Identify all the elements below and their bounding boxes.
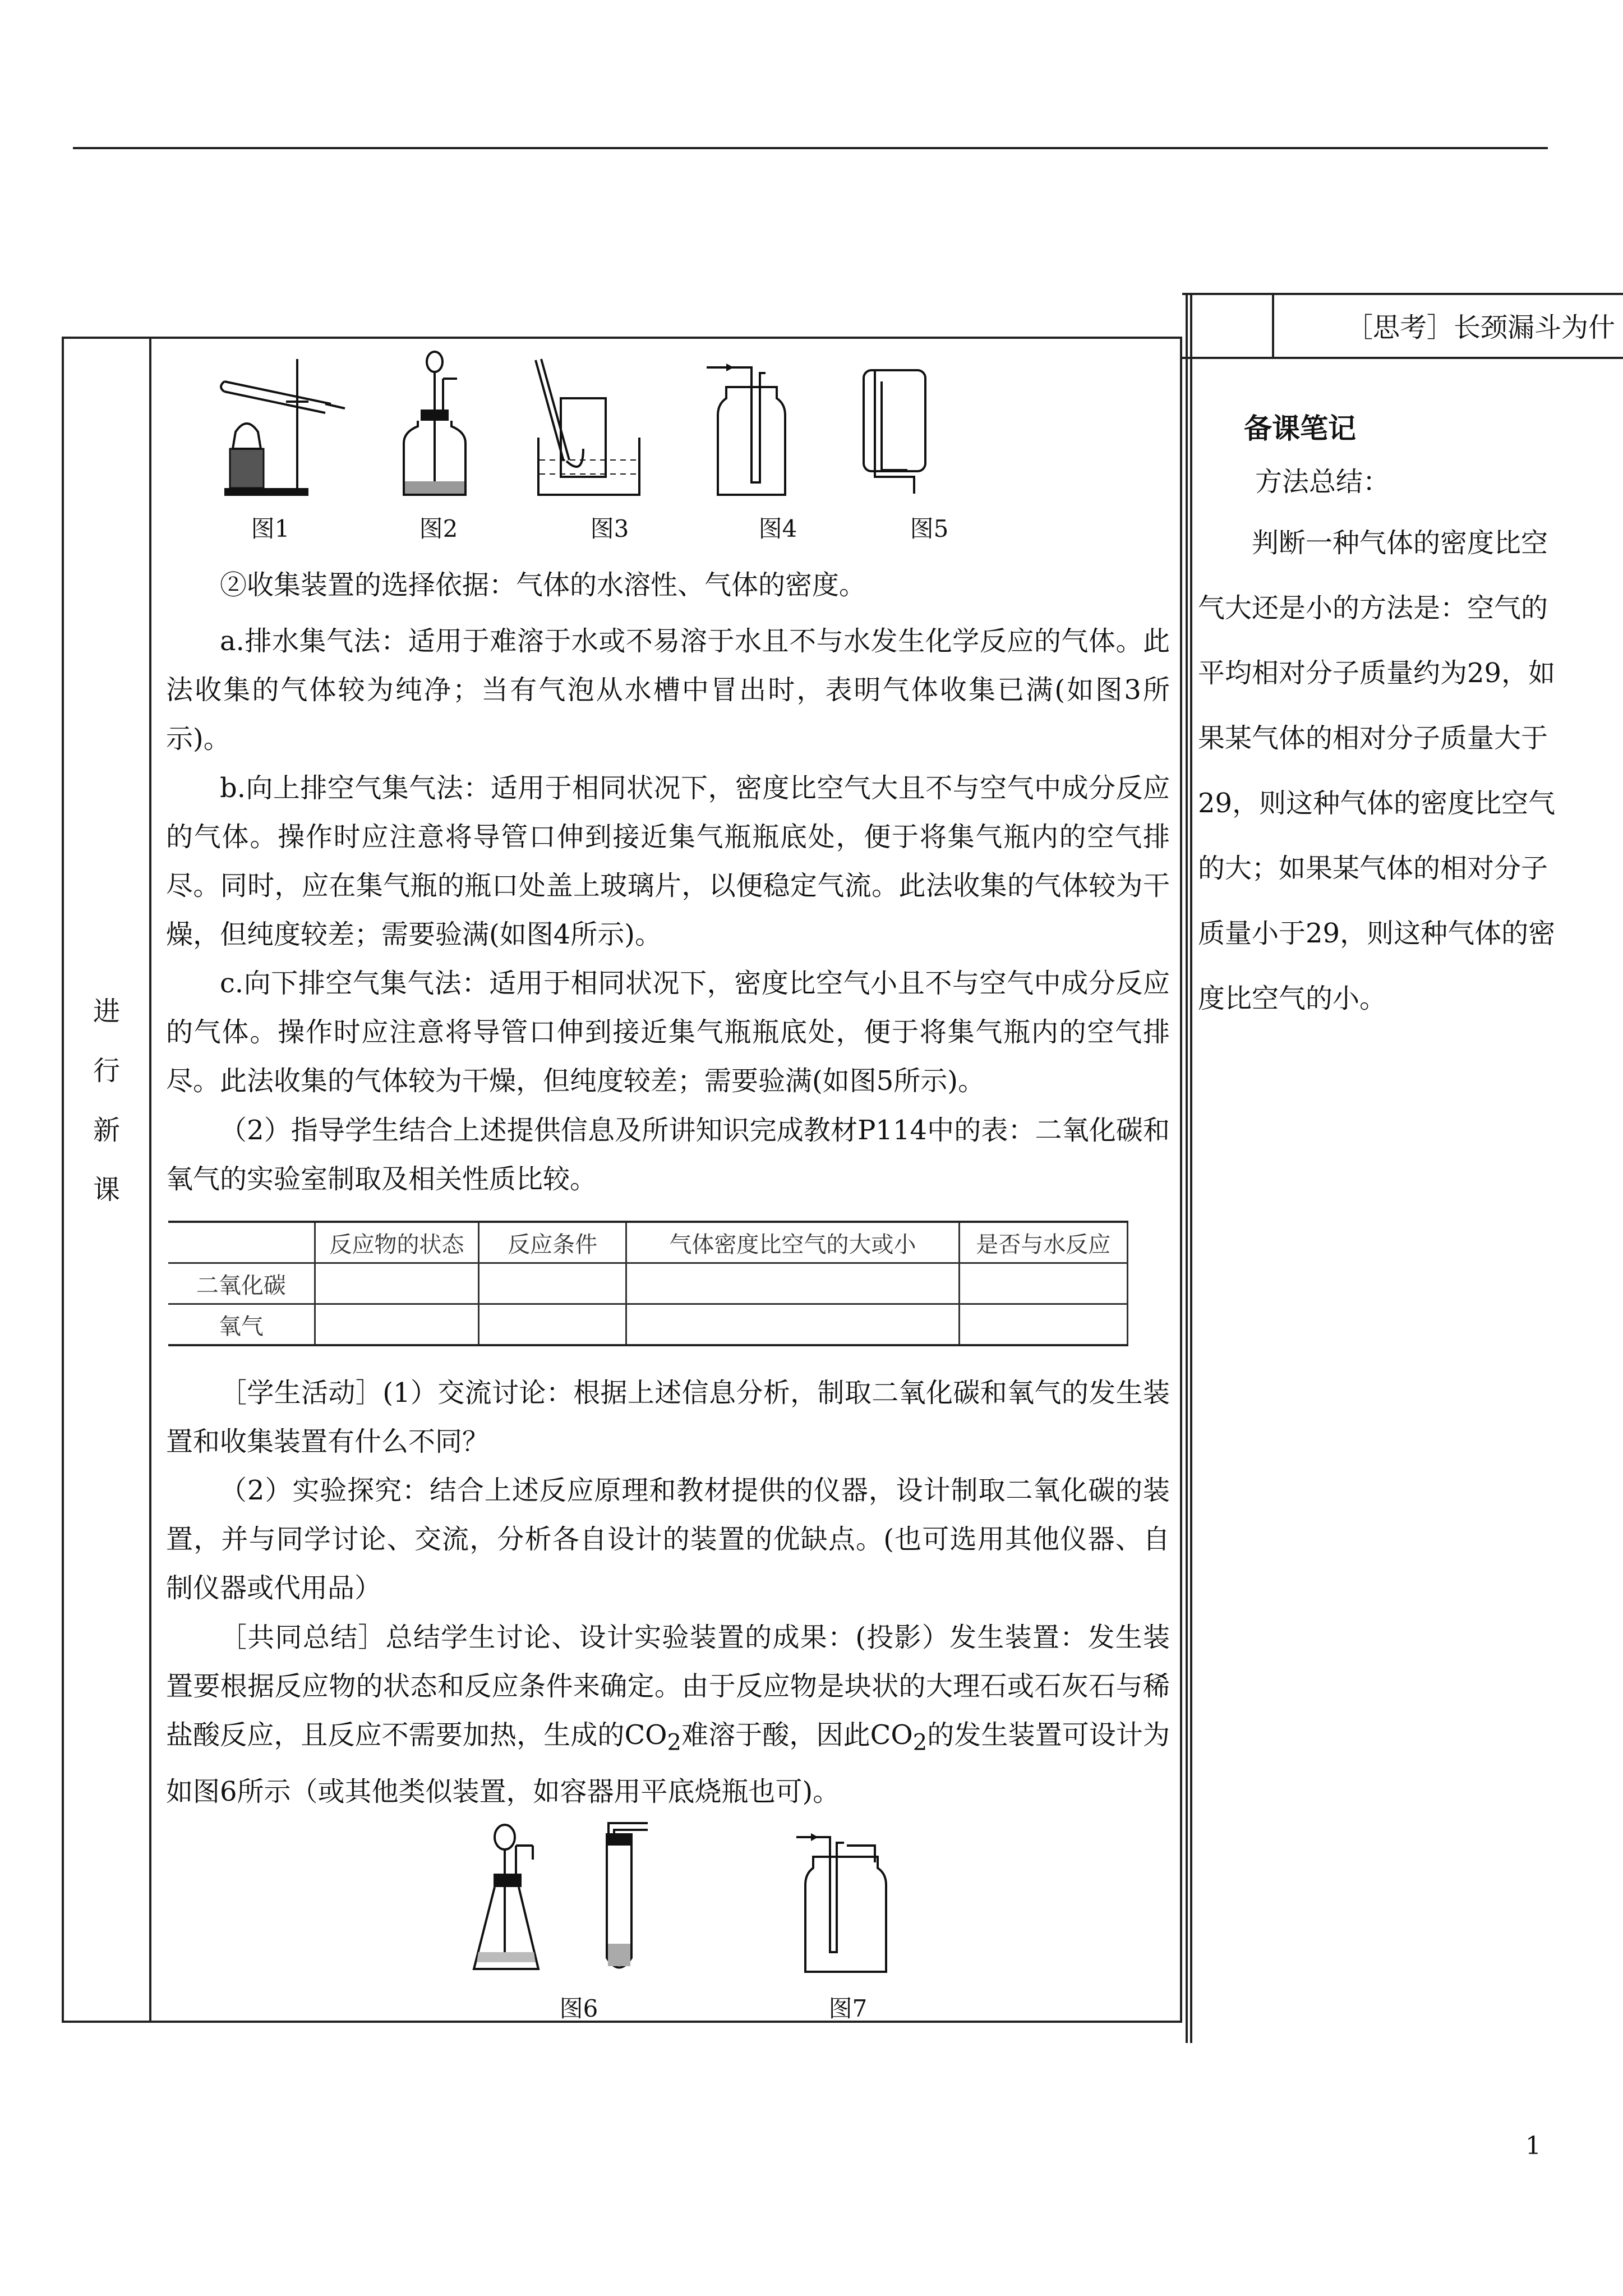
table-cell [479,1263,626,1304]
figure-6-flask-drawing [474,1825,538,1969]
table-row-label: 氧气 [168,1304,315,1346]
table-cell [315,1304,479,1346]
comparison-table [168,1221,1128,1346]
side-column-rule [1190,293,1192,2043]
figure-3-drawing [536,359,639,495]
figure-6-tube-drawing [606,1823,648,1968]
table-cell [959,1304,1127,1346]
table-cell [959,1263,1127,1304]
paragraph-experiment: （2）实验探究：结合上述反应原理和教材提供的仪器，设计制取二氧化碳的装置，并与同学讨论、交流，分析各自设计的装置的优缺点。(也可选用其他仪器、自制仪器或代用品） [166,1475,1170,1604]
co2-formula: $CO_2$ [624,1719,681,1756]
apparatus-figures-bottom [471,1818,920,1986]
table-header-cell: 是否与水反应 [959,1222,1127,1263]
paragraph-student-activity: ［学生活动］(1）交流讨论：根据上述信息分析，制取二氧化碳和氧气的发生装置和收集装置有什么不同？ [166,1377,1170,1457]
page-number: 1 [1525,2132,1541,2160]
table-cell [626,1263,959,1304]
table-header-row [168,1222,1128,1263]
section-label [73,982,140,1220]
table-row [168,1304,1128,1346]
figure-7-drawing [796,1833,886,1972]
paragraph-guidance: （2）指导学生结合上述提供信息及所讲知识完成教材P114中的表：二氧化碳和氧气的实验室制取及相关性质比较。 [166,1115,1170,1195]
paragraph-collection-basis: ②收集装置的选择依据：气体的水溶性、气体的密度。 [220,569,866,601]
paragraph-summary [166,1613,1170,1816]
paragraph-downward-air: c.向下排空气集气法：适用于相同状况下，密度比空气小且不与空气中成分反应的气体。操作时应注意将导管口伸到接近集气瓶瓶底处，便于将集气瓶内的空气排尽。此法收集的气体较为干燥，但纯度较差；需要验满(如图5所示)。 [166,968,1170,1097]
table-cell [315,1263,479,1304]
table-cell [479,1304,626,1346]
think-prompt: ［思考］长颈漏斗为什 [1346,312,1616,343]
figure-caption: 图2 [419,515,458,542]
summary-text: ［共同总结］总结学生讨论、设计实验装置的成果：(投影）发生装置：发生装置要根据反应物的状态和反应条件来确定。由于反应物是块状的大理石或石灰石与稀盐酸反应，且反应不需要加热，生成的 [166,1622,1170,1751]
header-rule [73,147,1548,149]
figure-4-drawing [707,364,785,495]
figure-caption: 图7 [828,1995,868,2022]
apparatus-figures-top [213,348,976,505]
summary-text: 难溶于酸，因此 [681,1719,870,1751]
table-row [168,1263,1128,1304]
paragraph-water-displacement: a.排水集气法：适用于难溶于水或不易溶于水且不与水发生化学反应的气体。此法收集的气体较为纯净；当有气泡从水槽中冒出时，表明气体收集已满(如图3所示)。 [166,625,1170,754]
side-header-divider [1272,293,1274,359]
table-header-cell: 反应条件 [479,1222,626,1263]
co2-formula: $CO_2$ [870,1719,928,1756]
figure-1-drawing [221,359,345,496]
method-title: 方法总结： [1255,466,1390,498]
table-cell [626,1304,959,1346]
side-column-rule [1186,293,1188,2043]
method-body: 判断一种气体的密度比空气大还是小的方法是：空气的平均相对分子质量约为29，如果某气体的相对分子质量大于29，则这种气体的密度比空气的大；如果某气体的相对分子质量小于29，则这种气体的密度比空气的小。 [1198,527,1556,1014]
figure-caption: 图5 [910,515,949,542]
table-row-label: 二氧化碳 [168,1263,315,1304]
figure-5-drawing [864,370,925,494]
paragraph-upward-air: b.向上排空气集气法：适用于相同状况下，密度比空气大且不与空气中成分反应的气体。操作时应注意将导管口伸到接近集气瓶瓶底处，便于将集气瓶内的空气排尽。同时，应在集气瓶的瓶口处盖上玻璃片，以便稳定气流。此法收集的气体较为干燥，但纯度较差；需要验满(如图4所示)。 [166,772,1170,950]
section-label-char: 新 [93,1115,120,1146]
main-table-divider [149,337,151,2023]
figure-2-drawing [404,352,465,495]
figure-caption: 图4 [758,515,797,542]
figure-caption: 图1 [251,515,290,542]
section-label-char: 进 [93,996,120,1027]
figure-caption: 图6 [559,1995,598,2022]
table-header-cell: 反应物的状态 [315,1222,479,1263]
notes-title: 备课笔记 [1244,412,1356,445]
section-label-char: 行 [93,1055,120,1087]
section-label-char: 课 [93,1174,120,1205]
summary-text: 的发生装置可设计为如图6所示（或其他类似装置，如容器用平底烧瓶也可)。 [166,1719,1170,1807]
table-header-cell [168,1222,315,1263]
figure-caption: 图3 [590,515,629,542]
table-header-cell: 气体密度比空气的大或小 [626,1222,959,1263]
